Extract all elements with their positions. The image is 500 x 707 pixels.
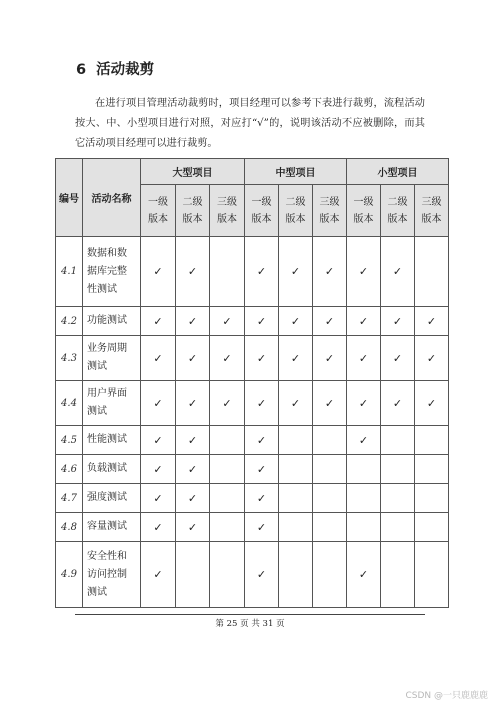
table-row [56,513,449,542]
check-icon: ✓ [187,520,198,534]
header-level-line: 版本 [217,213,237,225]
header-number: 编号 [56,159,83,237]
check-icon: ✓ [256,491,267,505]
header-level-line: 三级 [217,196,237,208]
check-mark-cell [210,381,245,426]
check-icon: ✓ [153,462,163,476]
activity-name-line: 功能测试 [87,315,127,326]
section-title: 活动裁剪 [96,62,155,78]
check-mark-cell [245,484,279,513]
check-icon: ✓ [256,265,267,278]
header-level-3 [210,185,245,237]
section-heading [76,58,154,79]
check-mark-cell [347,381,381,426]
check-mark-cell [141,542,176,608]
header-level-line: 一级 [353,196,374,208]
activity-name-line: 强度测试 [87,492,127,503]
check-mark-cell [415,307,449,336]
header-level-line: 二级 [387,196,408,208]
check-mark-cell [381,237,415,307]
empty-cell [381,513,415,542]
header-level-3 [313,185,347,237]
empty-cell [381,455,415,484]
check-icon: ✓ [256,314,267,328]
empty-cell [210,237,245,307]
empty-cell [210,542,245,608]
check-icon: ✓ [290,396,301,410]
row-activity-name [83,237,141,307]
empty-cell [415,237,449,307]
activity-name-line: 性能测试 [87,434,127,445]
check-mark-cell [245,455,279,484]
check-mark-cell [279,237,313,307]
header-level-2 [279,185,313,237]
empty-cell [279,513,313,542]
empty-cell [313,455,347,484]
check-mark-cell [210,336,245,381]
check-mark-cell [141,237,176,307]
empty-cell [415,542,449,608]
check-icon: ✓ [222,351,232,365]
check-mark-cell [245,336,279,381]
row-activity-name [83,381,141,426]
empty-cell [381,426,415,455]
check-mark-cell [245,426,279,455]
check-mark-cell [141,336,176,381]
check-icon: ✓ [153,314,163,328]
check-mark-cell [141,307,176,336]
check-mark-cell [415,381,449,426]
header-level-1 [141,185,176,237]
check-mark-cell [313,336,347,381]
header-level-2 [381,185,415,237]
header-level-label [176,194,209,228]
activity-name-line: 用户界面 [87,388,127,399]
empty-cell [279,455,313,484]
row-number: 4.6 [56,455,83,484]
check-icon: ✓ [324,396,335,410]
check-icon: ✓ [324,351,335,365]
activity-name-line: 业务周期 [87,343,127,354]
header-group-large: 大型项目 [141,159,245,185]
check-mark-cell [176,237,210,307]
check-icon: ✓ [256,433,267,447]
check-icon: ✓ [187,351,198,365]
activity-name-line: 负载测试 [87,463,127,474]
check-mark-cell [279,381,313,426]
header-group-medium: 中型项目 [245,159,347,185]
check-mark-cell [381,381,415,426]
check-mark-cell [347,336,381,381]
row-number: 4.8 [56,513,83,542]
empty-cell [279,542,313,608]
check-icon: ✓ [426,351,437,365]
check-icon: ✓ [358,433,369,447]
intro-paragraph: 在进行项目管理活动裁剪时，项目经理可以参考下表进行裁剪，流程活动按大、中、小型项目进行对照，对应打“√”的，说明该活动不应被删除，而其它活动项目经理可以进行裁剪。 [75,98,425,149]
header-level-label [141,194,175,228]
table-row [56,381,449,426]
empty-cell [347,513,381,542]
check-mark-cell [347,542,381,608]
check-mark-cell [313,381,347,426]
header-level-3 [415,185,449,237]
check-icon: ✓ [187,491,198,505]
check-icon: ✓ [290,314,301,328]
check-mark-cell [245,542,279,608]
empty-cell [210,455,245,484]
check-icon: ✓ [153,265,163,278]
check-mark-cell [210,307,245,336]
check-mark-cell [176,426,210,455]
check-icon: ✓ [392,265,403,278]
check-icon: ✓ [153,491,163,505]
check-icon: ✓ [187,462,198,476]
check-mark-cell [279,336,313,381]
check-mark-cell [245,381,279,426]
check-icon: ✓ [256,351,267,365]
header-level-label [245,194,278,228]
activity-name-line: 据库完整 [87,265,127,277]
check-mark-cell [176,513,210,542]
check-icon: ✓ [358,314,369,328]
empty-cell [313,426,347,455]
header-level-line: 版本 [285,213,306,225]
activity-name-line: 数据和数 [87,247,127,259]
table-row [56,426,449,455]
tailoring-table [55,158,449,608]
check-icon: ✓ [358,396,369,410]
header-level-label [279,194,312,228]
check-mark-cell [176,381,210,426]
empty-cell [210,426,245,455]
header-level-line: 一级 [148,196,168,208]
header-level-line: 三级 [319,196,340,208]
table-body [56,237,449,608]
check-mark-cell [141,426,176,455]
header-level-line: 版本 [353,213,374,225]
activity-name-line: 访问控制 [87,568,127,580]
check-icon: ✓ [392,396,403,410]
row-activity-name [83,484,141,513]
row-number: 4.1 [56,237,83,307]
check-icon: ✓ [358,351,369,365]
check-mark-cell [415,336,449,381]
empty-cell [347,455,381,484]
table-row [56,542,449,608]
row-activity-name [83,513,141,542]
row-number: 4.4 [56,381,83,426]
check-mark-cell [347,426,381,455]
check-icon: ✓ [222,314,232,328]
header-level-line: 版本 [421,213,442,225]
check-mark-cell [279,307,313,336]
empty-cell [313,542,347,608]
check-icon: ✓ [222,396,232,410]
check-icon: ✓ [256,520,267,534]
table-row [56,484,449,513]
check-mark-cell [347,307,381,336]
check-icon: ✓ [153,433,163,447]
activity-name-line: 安全性和 [87,550,127,562]
check-icon: ✓ [256,568,267,581]
activity-name-line: 性测试 [87,283,117,295]
check-mark-cell [141,484,176,513]
empty-cell [176,542,210,608]
check-icon: ✓ [256,462,267,476]
empty-cell [313,513,347,542]
header-level-line: 版本 [251,213,272,225]
check-icon: ✓ [187,433,198,447]
header-group-small: 小型项目 [347,159,449,185]
row-activity-name [83,426,141,455]
empty-cell [415,484,449,513]
check-mark-cell [245,237,279,307]
header-level-label [381,194,414,228]
empty-cell [279,426,313,455]
row-number: 4.9 [56,542,83,608]
header-level-line: 二级 [182,196,203,208]
empty-cell [415,513,449,542]
page-footer: 第 25 页 共 31 页 [215,619,285,629]
header-level-label [210,194,244,228]
header-level-line: 三级 [421,196,442,208]
activity-name-line: 测试 [87,586,107,598]
check-icon: ✓ [187,396,198,410]
check-icon: ✓ [324,314,335,328]
check-icon: ✓ [153,351,163,365]
header-level-1 [245,185,279,237]
activity-name-line: 测试 [87,406,107,417]
check-icon: ✓ [392,314,403,328]
activity-name-line: 测试 [87,361,107,372]
header-level-line: 版本 [387,213,408,225]
header-level-label [347,194,380,228]
check-mark-cell [176,336,210,381]
check-mark-cell [176,307,210,336]
check-icon: ✓ [358,568,369,581]
check-icon: ✓ [426,396,437,410]
empty-cell [347,484,381,513]
check-mark-cell [313,237,347,307]
empty-cell [381,484,415,513]
header-level-label [313,194,346,228]
check-mark-cell [176,484,210,513]
check-icon: ✓ [290,351,301,365]
header-level-2 [176,185,210,237]
header-level-label [415,194,448,228]
check-mark-cell [141,381,176,426]
header-level-1 [347,185,381,237]
watermark: CSDN @一只鹿鹿鹿 [405,691,488,701]
check-mark-cell [141,455,176,484]
header-level-line: 一级 [251,196,272,208]
check-mark-cell [381,307,415,336]
check-mark-cell [245,307,279,336]
header-level-line: 版本 [319,213,340,225]
table-row [56,237,449,307]
empty-cell [415,455,449,484]
empty-cell [210,513,245,542]
empty-cell [381,542,415,608]
check-icon: ✓ [358,265,369,278]
check-mark-cell [313,307,347,336]
check-icon: ✓ [324,265,335,278]
row-activity-name [83,307,141,336]
check-mark-cell [245,513,279,542]
check-icon: ✓ [153,568,163,581]
check-icon: ✓ [290,265,301,278]
header-level-line: 二级 [285,196,306,208]
check-mark-cell [347,237,381,307]
table-row [56,336,449,381]
check-mark-cell [141,513,176,542]
check-icon: ✓ [392,351,403,365]
row-activity-name [83,455,141,484]
table-row [56,455,449,484]
footer-divider [75,614,425,615]
check-icon: ✓ [187,314,198,328]
header-level-line: 版本 [148,213,168,225]
empty-cell [210,484,245,513]
row-number: 4.3 [56,336,83,381]
header-activity-name: 活动名称 [83,159,141,237]
empty-cell [415,426,449,455]
row-activity-name [83,542,141,608]
table-row [56,307,449,336]
activity-name-line: 容量测试 [87,521,127,532]
section-number: 6 [76,62,87,78]
check-icon: ✓ [256,396,267,410]
check-mark-cell [381,336,415,381]
row-number: 4.2 [56,307,83,336]
check-icon: ✓ [153,396,163,410]
header-level-line: 版本 [182,213,203,225]
empty-cell [313,484,347,513]
check-icon: ✓ [187,265,198,278]
row-activity-name [83,336,141,381]
check-mark-cell [176,455,210,484]
empty-cell [279,484,313,513]
check-icon: ✓ [153,520,163,534]
check-icon: ✓ [426,314,437,328]
row-number: 4.7 [56,484,83,513]
row-number: 4.5 [56,426,83,455]
